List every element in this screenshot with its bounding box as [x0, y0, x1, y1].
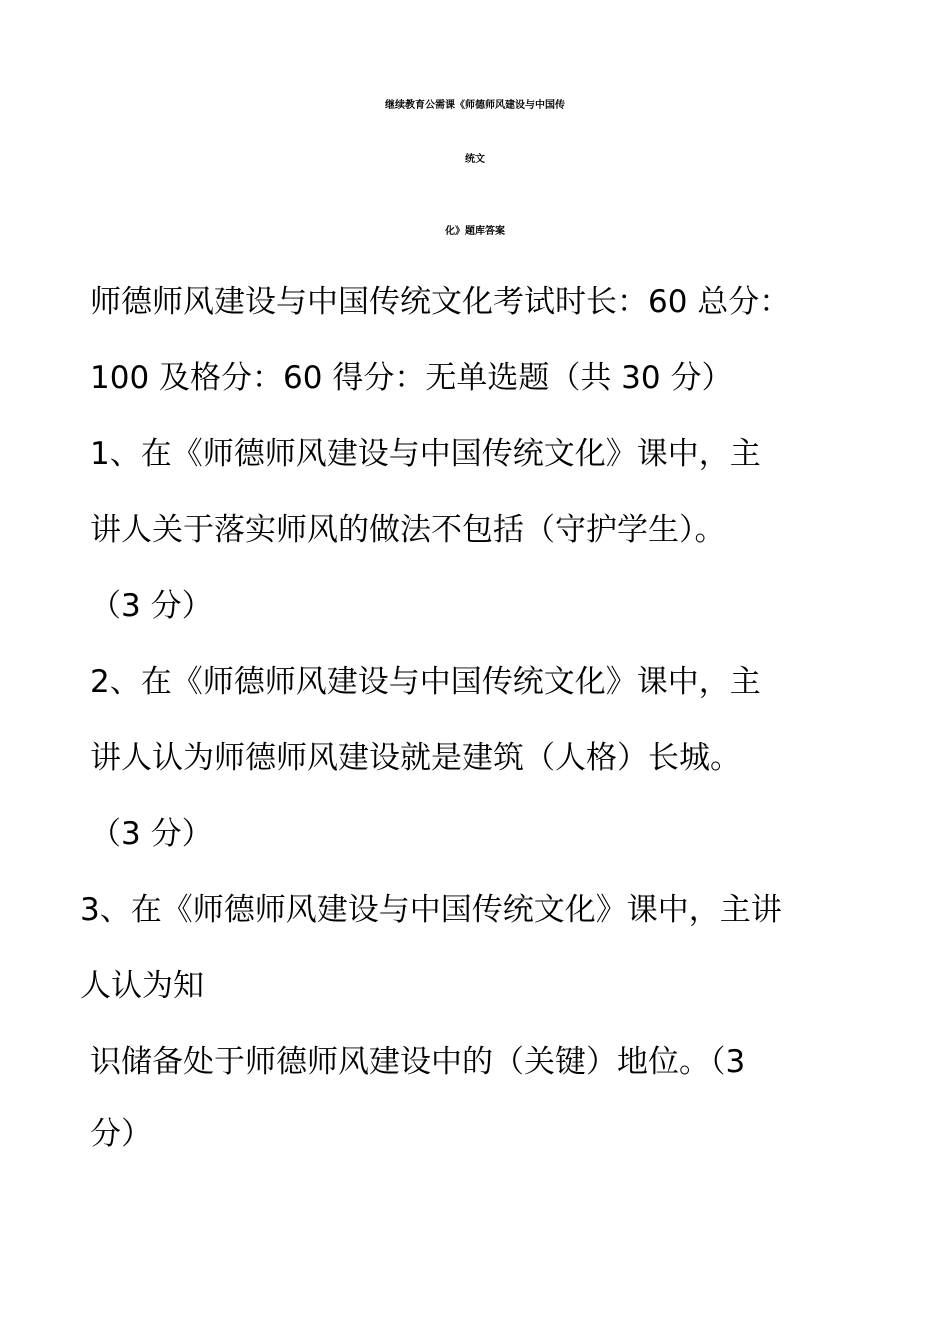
- question-3-line-3: 识储备处于师德师风建设中的（关键）地位。（3: [90, 1044, 746, 1080]
- question-2-line-1: 2、在《师德师风建设与中国传统文化》课中，主: [90, 664, 761, 700]
- question-3-line-2: 人认为知: [80, 968, 204, 1004]
- question-1-line-1: 1、在《师德师风建设与中国传统文化》课中，主: [90, 436, 761, 472]
- document-title-line-3: 化》题库答案: [445, 226, 505, 237]
- document-title-line-2: 统文: [465, 154, 485, 165]
- exam-info-line-1: 师德师风建设与中国传统文化考试时长：60 总分：: [90, 284, 791, 320]
- question-1-score: （3 分）: [90, 588, 213, 624]
- question-3-line-1: 3、在《师德师风建设与中国传统文化》课中，主讲: [80, 892, 782, 928]
- question-1-line-2: 讲人关于落实师风的做法不包括（守护学生）。: [90, 512, 726, 548]
- question-2-score: （3 分）: [90, 816, 213, 852]
- exam-info-line-2: 100 及格分：60 得分：无单选题（共 30 分）: [90, 360, 733, 396]
- document-title-line-1: 继续教育公需课《师德师风建设与中国传: [385, 100, 565, 111]
- question-3-score: 分）: [90, 1116, 152, 1152]
- question-2-line-2: 讲人认为师德师风建设就是建筑（人格）长城。: [90, 740, 741, 776]
